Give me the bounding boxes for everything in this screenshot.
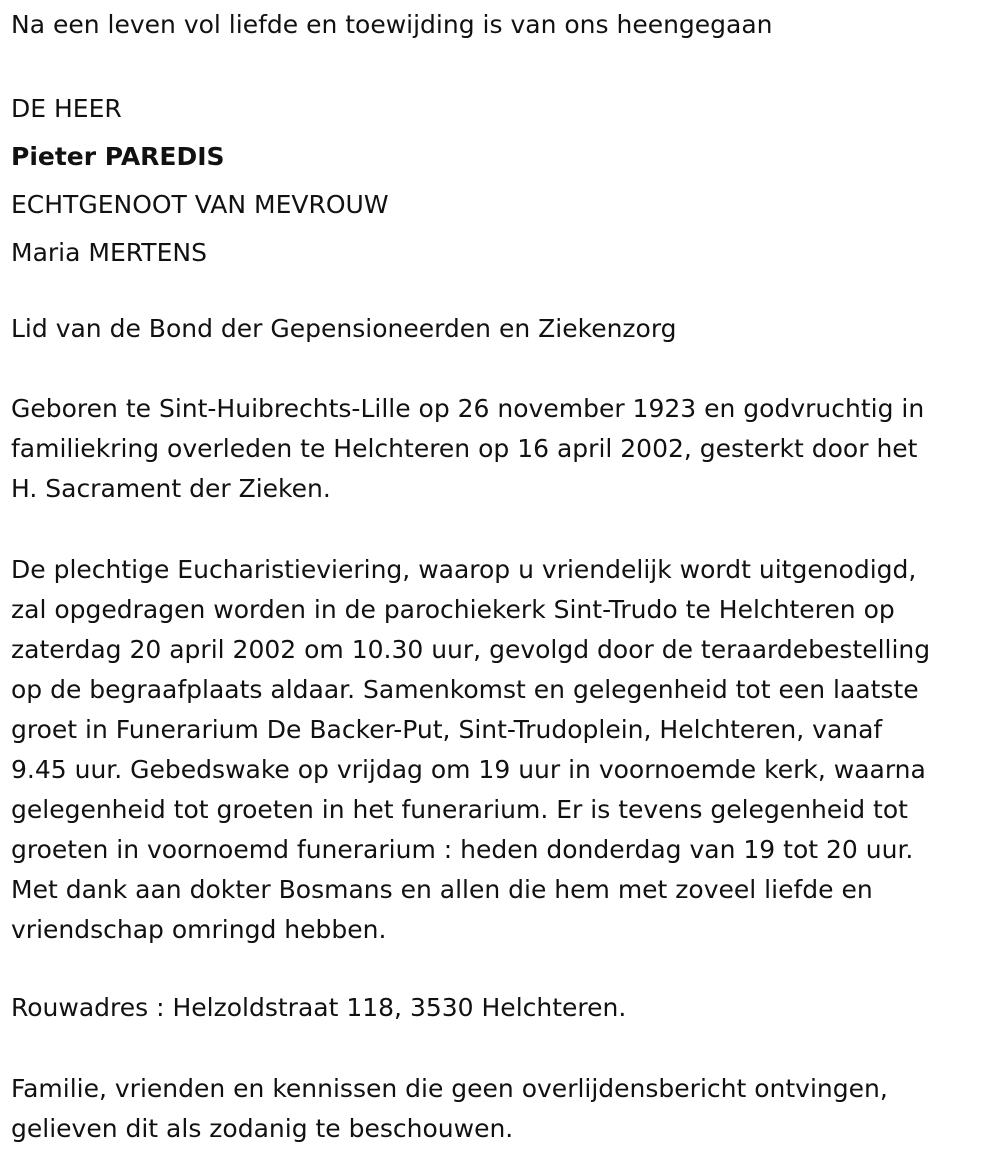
paragraph-line: De plechtige Eucharistieviering, waarop u vriendelijk wordt uitgenodigd,	[11, 555, 917, 584]
relation-line: ECHTGENOOT VAN MEVROUW	[11, 190, 389, 219]
membership-line: Lid van de Bond der Gepensioneerden en Ziekenzorg	[11, 314, 677, 343]
closing-paragraph	[11, 1069, 888, 1149]
paragraph-line: zal opgedragen worden in de parochiekerk Sint-Trudo te Helchteren op	[11, 595, 895, 624]
deceased-name: Pieter PAREDIS	[11, 142, 225, 171]
ceremony-paragraph	[11, 550, 930, 950]
paragraph-line: H. Sacrament der Zieken.	[11, 474, 331, 503]
intro-line: Na een leven vol liefde en toewijding is van ons heengegaan	[11, 10, 773, 39]
paragraph-line: vriendschap omringd hebben.	[11, 915, 387, 944]
paragraph-line: 9.45 uur. Gebedswake op vrijdag om 19 uur in voornoemde kerk, waarna	[11, 755, 926, 784]
paragraph-line: zaterdag 20 april 2002 om 10.30 uur, gevolgd door de teraardebestelling	[11, 635, 931, 664]
paragraph-line: Familie, vrienden en kennissen die geen overlijdensbericht ontvingen,	[11, 1074, 888, 1103]
paragraph-line: groet in Funerarium De Backer-Put, Sint-Trudoplein, Helchteren, vanaf	[11, 715, 883, 744]
paragraph-line: groeten in voornoemd funerarium : heden donderdag van 19 tot 20 uur.	[11, 835, 914, 864]
paragraph-line: gelieven dit als zodanig te beschouwen.	[11, 1114, 514, 1143]
paragraph-line: op de begraafplaats aldaar. Samenkomst en gelegenheid tot een laatste	[11, 675, 919, 704]
birth-death-paragraph	[11, 389, 924, 509]
honorific: DE HEER	[11, 94, 122, 123]
deceased-block	[11, 85, 389, 277]
spouse-name: Maria MERTENS	[11, 238, 207, 267]
mourning-address: Rouwadres : Helzoldstraat 118, 3530 Helchteren.	[11, 993, 627, 1022]
paragraph-line: Met dank aan dokter Bosmans en allen die hem met zoveel liefde en	[11, 875, 873, 904]
paragraph-line: gelegenheid tot groeten in het funerarium. Er is tevens gelegenheid tot	[11, 795, 908, 824]
paragraph-line: Geboren te Sint-Huibrechts-Lille op 26 november 1923 en godvruchtig in	[11, 394, 925, 423]
paragraph-line: familiekring overleden te Helchteren op 16 april 2002, gesterkt door het	[11, 434, 918, 463]
